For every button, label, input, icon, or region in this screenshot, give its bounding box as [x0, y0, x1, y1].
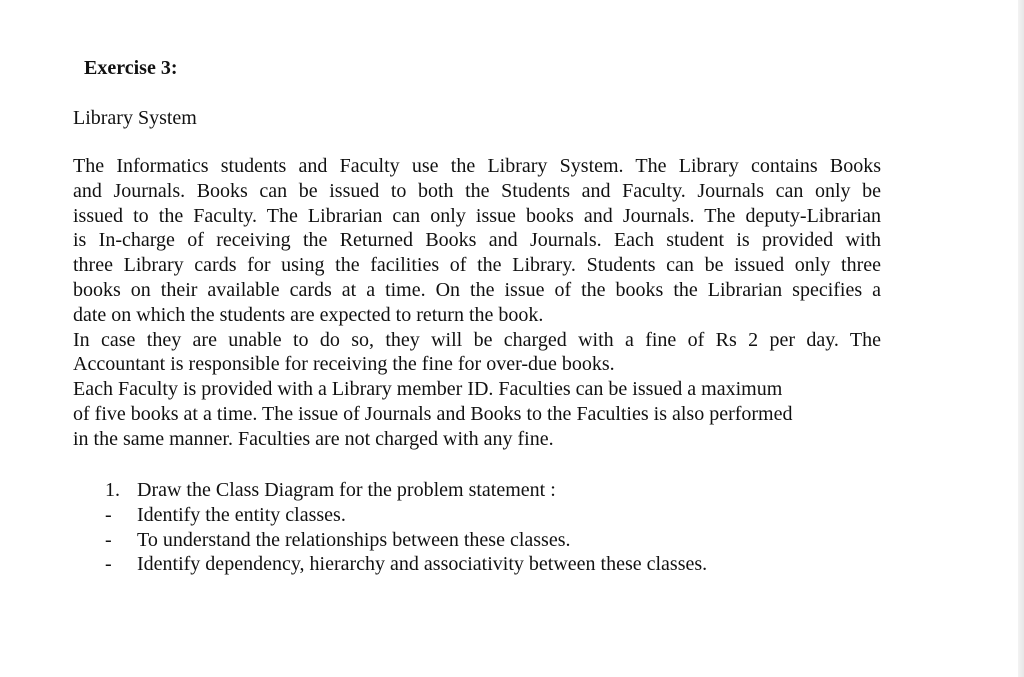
task-item — [73, 528, 833, 553]
task-marker: - — [105, 553, 112, 576]
task-item — [73, 478, 833, 503]
problem-statement-line: The Informatics students and Faculty use the Library System. The Library contains Books — [73, 155, 881, 177]
task-text: Identify the entity classes. — [137, 503, 346, 526]
task-text: Draw the Class Diagram for the problem statement : — [137, 479, 556, 501]
problem-statement-line: date on which the students are expected to return the book. — [73, 303, 544, 326]
task-item — [73, 503, 833, 528]
task-text: Identify dependency, hierarchy and associativity between these classes. — [137, 553, 708, 576]
library-system-title: Library System — [73, 107, 197, 129]
problem-statement-line: of five books at a time. The issue of Journals and Books to the Faculties is also performed — [73, 402, 793, 425]
task-text: To understand the relationships between these classes. — [137, 528, 571, 551]
problem-statement-line: books on their available cards at a time. On the issue of the books the Librarian specifies a — [73, 278, 881, 301]
problem-statement-line: three Library cards for using the facilities of the Library. Students can be issued only three — [73, 254, 881, 277]
problem-statement — [73, 154, 881, 452]
task-item — [73, 552, 833, 577]
task-marker: - — [105, 528, 112, 551]
problem-statement-line: issued to the Faculty. The Librarian can only issue books and Journals. The deputy-Librarian — [73, 204, 881, 227]
problem-statement-line: and Journals. Books can be issued to both the Students and Faculty. Journals can only be — [73, 179, 881, 202]
problem-statement-line: in the same manner. Faculties are not charged with any fine. — [73, 427, 554, 450]
problem-statement-line: Accountant is responsible for receiving the fine for over-due books. — [73, 353, 615, 376]
exercise-title: Exercise 3: — [84, 57, 178, 79]
problem-statement-line: is In-charge of receiving the Returned Books and Journals. Each student is provided with — [73, 229, 881, 252]
task-list — [73, 478, 833, 577]
task-marker: 1. — [105, 479, 120, 501]
task-marker: - — [105, 503, 112, 526]
problem-statement-line: Each Faculty is provided with a Library member ID. Faculties can be issued a maximum — [73, 378, 783, 401]
page-right-edge — [1018, 0, 1024, 677]
problem-statement-line: In case they are unable to do so, they will be charged with a fine of Rs 2 per day. The — [73, 328, 881, 351]
